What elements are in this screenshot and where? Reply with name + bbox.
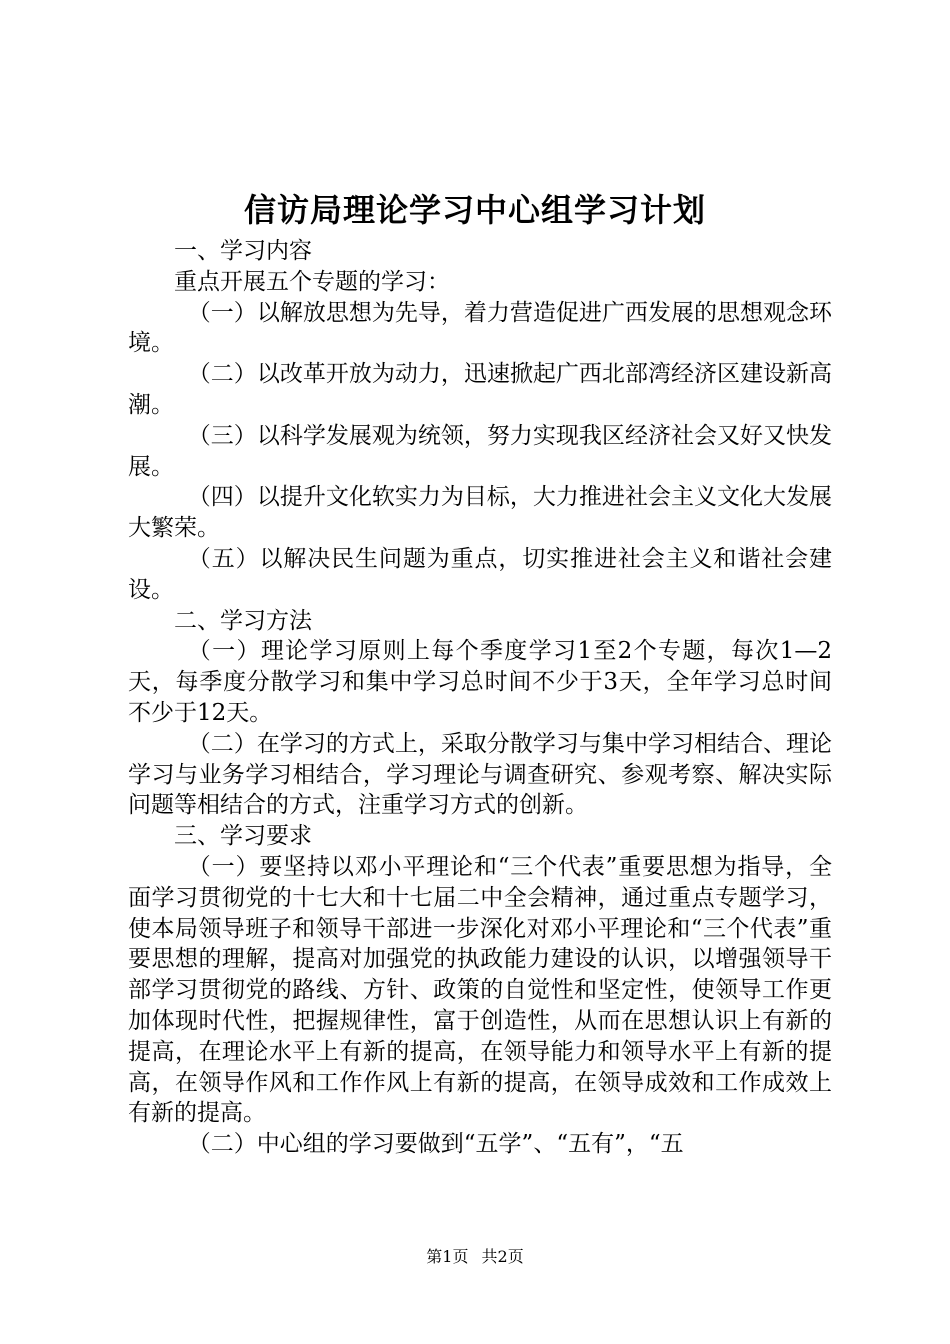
page-total: 共2页 (481, 1247, 524, 1266)
paragraph: （二）中心组的学习要做到“五学”、“五有”，“五 (187, 1131, 684, 1158)
document-body (128, 236, 832, 1160)
paragraph: （一）以解放思想为先导，着力营造促进广西发展的思想观念环境。 (128, 299, 832, 357)
paragraph: （四）以提升文化软实力为目标，大力推进社会主义文化大发展大繁荣。 (128, 484, 832, 542)
section-heading: 二、学习方法 (174, 607, 312, 634)
section-heading: 三、学习要求 (174, 823, 312, 850)
paragraph: （五）以解决民生问题为重点，切实推进社会主义和谐社会建设。 (128, 545, 832, 603)
paragraph: （二）在学习的方式上，采取分散学习与集中学习相结合、理论学习与业务学习相结合，学习理论与调查研究、参观考察、解决实际问题等相结合的方式，注重学习方式的创新。 (128, 730, 832, 819)
paragraph: （三）以科学发展观为统领，努力实现我区经济社会又好又快发展。 (128, 422, 832, 480)
paragraph: （二）以改革开放为动力，迅速掀起广西北部湾经济区建设新高潮。 (128, 361, 832, 418)
document-title: 信访局理论学习中心组学习计划 (243, 191, 706, 229)
page-number: 第1页 (426, 1247, 469, 1266)
paragraph: 重点开展五个专题的学习： (174, 268, 450, 295)
paragraph: （一）要坚持以邓小平理论和“三个代表”重要思想为指导，全面学习贯彻党的十七大和十七届二中全会精神，通过重点专题学习，使本局领导班子和领导干部进一步深化对邓小平理论和“三个代表”重要思想的理解，提高对加强党的执政能力建设的认识，以增强领导干部学习贯彻党的路线、方针、政策的自觉性和坚定性，使领导工作更加体现时代性，把握规律性，富于创造性，从而在思想认识上有新的提高，在理论水平上有新的提高，在领导能力和领导水平上有新的提高，在领导作风和工作作风上有新的提高，在领导成效和工作成效上有新的提高。 (128, 853, 832, 1127)
page-footer (0, 1246, 950, 1268)
section-heading: 一、学习内容 (174, 238, 312, 264)
paragraph: （一）理论学习原则上每个季度学习1至2个专题，每次1—2天，每季度分散学习和集中学习总时间不少于3天，全年学习总时间不少于12天。 (128, 638, 832, 726)
